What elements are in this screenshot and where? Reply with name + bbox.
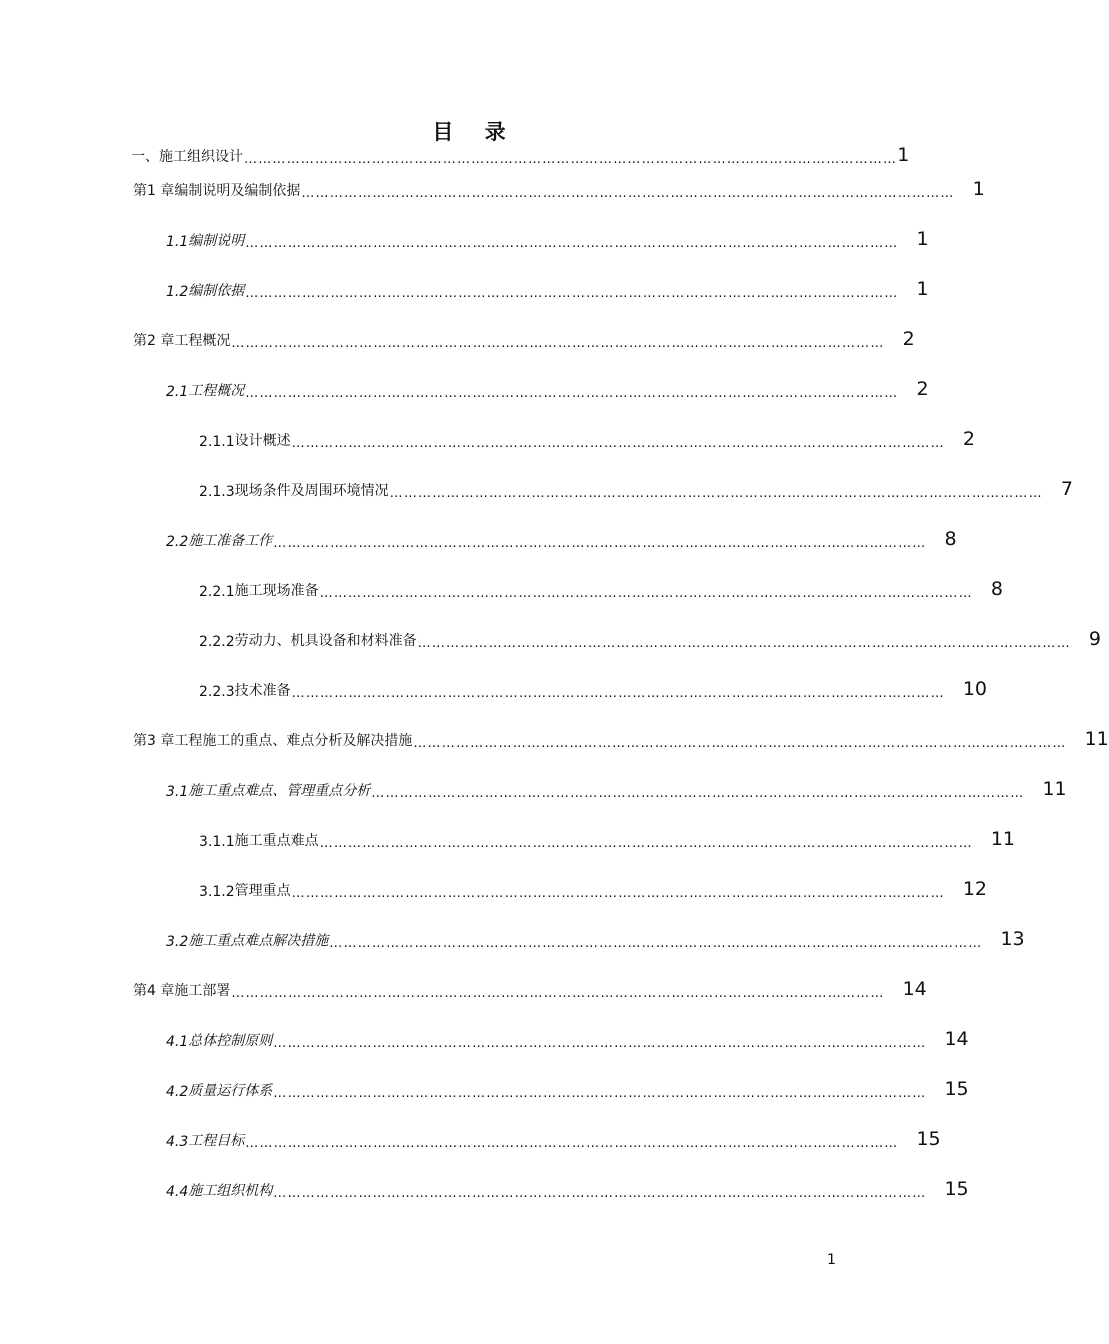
toc-entry-text: 工程概况: [188, 383, 245, 399]
toc-leader-dots: …………………………………………………………………………………………………………………………: [245, 386, 899, 401]
toc-entry-number: 2.2: [166, 534, 189, 550]
toc-entry-text: 施工组织机构: [188, 1183, 273, 1199]
toc-entry-page: 10: [962, 678, 988, 700]
toc-entry[interactable]: [166, 376, 929, 401]
toc-entry-number: 4.2: [166, 1084, 189, 1100]
toc-entry-page: 7: [1060, 478, 1073, 500]
toc-entry[interactable]: [166, 526, 957, 551]
toc-entry-page: 1: [897, 144, 910, 166]
toc-leader-dots: …………………………………………………………………………………………………………………………: [273, 1036, 927, 1051]
toc-entry-page: 15: [916, 1128, 941, 1150]
toc-entry-page: 14: [902, 978, 927, 1000]
toc-entry-page: 2: [902, 328, 915, 350]
toc-leader-dots: …………………………………………………………………………………………………………………………: [413, 736, 1067, 751]
toc-leader-dots: …………………………………………………………………………………………………………………………: [291, 686, 945, 701]
toc-entry-number: 3.1: [166, 784, 189, 800]
toc-entry[interactable]: [166, 226, 929, 251]
toc-entry-text: 总体控制原则: [188, 1033, 273, 1049]
toc-entry-number: 2.1.3: [199, 484, 235, 500]
toc-entry-number: 1.1: [166, 234, 189, 250]
toc-entry-text: 施工准备工作: [188, 533, 273, 549]
toc-entry[interactable]: [131, 142, 910, 167]
toc-entry-number: 2.2.3: [199, 684, 235, 700]
toc-entry-page: 9: [1088, 628, 1101, 650]
toc-leader-dots: …………………………………………………………………………………………………………………………: [244, 152, 898, 167]
toc-entry-text: 质量运行体系: [188, 1083, 273, 1099]
toc-entry-number: 2.1.1: [199, 434, 235, 450]
toc-entry-text: 一、施工组织设计: [131, 149, 243, 165]
toc-entry-text: 技术准备: [234, 683, 291, 699]
toc-leader-dots: …………………………………………………………………………………………………………………………: [329, 936, 983, 951]
toc-entry-text: 施工现场准备: [234, 583, 319, 599]
toc-leader-dots: …………………………………………………………………………………………………………………………: [389, 486, 1043, 501]
toc-entry-page: 11: [990, 828, 1016, 850]
toc-entry-text: 工程概况: [174, 333, 231, 349]
toc-entry-page: 12: [962, 878, 988, 900]
toc-entry[interactable]: [133, 176, 985, 201]
toc-leader-dots: …………………………………………………………………………………………………………………………: [231, 986, 885, 1001]
toc-entry[interactable]: [166, 1026, 969, 1051]
toc-entry-text: 施工部署: [174, 983, 231, 999]
toc-entry-page: 1: [916, 228, 929, 250]
toc-leader-dots: …………………………………………………………………………………………………………………………: [231, 336, 885, 351]
toc-leader-dots: …………………………………………………………………………………………………………………………: [319, 586, 973, 601]
toc-leader-dots: …………………………………………………………………………………………………………………………: [245, 236, 899, 251]
toc-entry-number: 3.2: [166, 934, 189, 950]
toc-entry[interactable]: [166, 276, 929, 301]
toc-entry[interactable]: [166, 1126, 941, 1151]
toc-leader-dots: …………………………………………………………………………………………………………………………: [245, 286, 899, 301]
toc-entry-page: 11: [1042, 778, 1067, 800]
toc-leader-dots: …………………………………………………………………………………………………………………………: [291, 886, 945, 901]
toc-entry-page: 2: [962, 428, 975, 450]
toc-entry-page: 8: [944, 528, 957, 550]
toc-entry-page: 1: [916, 278, 929, 300]
toc-entry-number: 第2 章: [133, 333, 175, 349]
toc-entry[interactable]: [199, 826, 1016, 851]
toc-entry-page: 13: [1000, 928, 1025, 950]
toc-entry-text: 管理重点: [234, 883, 291, 899]
page-number: 1: [827, 1252, 836, 1268]
toc-leader-dots: …………………………………………………………………………………………………………………………: [319, 836, 973, 851]
toc-entry-text: 施工重点难点、管理重点分析: [188, 783, 371, 799]
toc-entry-text: 工程施工的重点、难点分析及解决措施: [174, 733, 413, 749]
toc-entry-page: 14: [944, 1028, 969, 1050]
toc-entry-page: 15: [944, 1178, 969, 1200]
toc-entry-number: 第3 章: [133, 733, 175, 749]
toc-entry-text: 编制说明及编制依据: [174, 183, 301, 199]
toc-leader-dots: …………………………………………………………………………………………………………………………: [273, 1186, 927, 1201]
toc-leader-dots: …………………………………………………………………………………………………………………………: [245, 1136, 899, 1151]
toc-entry-text: 编制说明: [188, 233, 245, 249]
toc-entry[interactable]: [199, 626, 1101, 651]
toc-entry-number: 4.3: [166, 1134, 189, 1150]
toc-entry[interactable]: [133, 976, 927, 1001]
toc-entry-text: 编制依据: [188, 283, 245, 299]
toc-entry-page: 2: [916, 378, 929, 400]
toc-entry-page: 15: [944, 1078, 969, 1100]
toc-entry-page: 8: [990, 578, 1003, 600]
toc-leader-dots: …………………………………………………………………………………………………………………………: [291, 436, 945, 451]
toc-entry[interactable]: [199, 476, 1073, 501]
toc-leader-dots: …………………………………………………………………………………………………………………………: [273, 1086, 927, 1101]
toc-entry-number: 第4 章: [133, 983, 175, 999]
toc-entry[interactable]: [199, 426, 975, 451]
toc-entry-text: 施工重点难点解决措施: [188, 933, 329, 949]
toc-leader-dots: …………………………………………………………………………………………………………………………: [301, 186, 955, 201]
toc-entry[interactable]: [166, 926, 1025, 951]
toc-entry-page: 11: [1084, 728, 1109, 750]
toc-entry-number: 第1 章: [133, 183, 175, 199]
toc-entry-text: 施工重点难点: [234, 833, 319, 849]
toc-entry-number: 2.1: [166, 384, 189, 400]
toc-entry[interactable]: [133, 726, 1109, 751]
toc-entry-number: 4.4: [166, 1184, 189, 1200]
toc-entry-number: 1.2: [166, 284, 189, 300]
toc-leader-dots: …………………………………………………………………………………………………………………………: [417, 636, 1071, 651]
toc-entry-text: 现场条件及周围环境情况: [234, 483, 389, 499]
toc-leader-dots: …………………………………………………………………………………………………………………………: [371, 786, 1025, 801]
toc-entry[interactable]: [166, 1076, 969, 1101]
toc-entry[interactable]: [166, 776, 1067, 801]
toc-entry-text: 工程目标: [188, 1133, 245, 1149]
toc-entry-text: 设计概述: [234, 433, 291, 449]
toc-entry-number: 2.2.2: [199, 634, 235, 650]
toc-entry-number: 2.2.1: [199, 584, 235, 600]
toc-entry-page: 1: [972, 178, 985, 200]
toc-entry[interactable]: [199, 576, 1003, 601]
toc-entry-number: 3.1.2: [199, 884, 235, 900]
toc-entry-number: 4.1: [166, 1034, 189, 1050]
toc-entry-number: 3.1.1: [199, 834, 235, 850]
toc-entry[interactable]: [133, 326, 915, 351]
toc-entry[interactable]: [199, 676, 988, 701]
toc-leader-dots: …………………………………………………………………………………………………………………………: [273, 536, 927, 551]
page-title: 目 录: [432, 120, 518, 144]
toc-entry[interactable]: [166, 1176, 969, 1201]
toc-entry[interactable]: [199, 876, 988, 901]
toc-entry-text: 劳动力、机具设备和材料准备: [234, 633, 417, 649]
